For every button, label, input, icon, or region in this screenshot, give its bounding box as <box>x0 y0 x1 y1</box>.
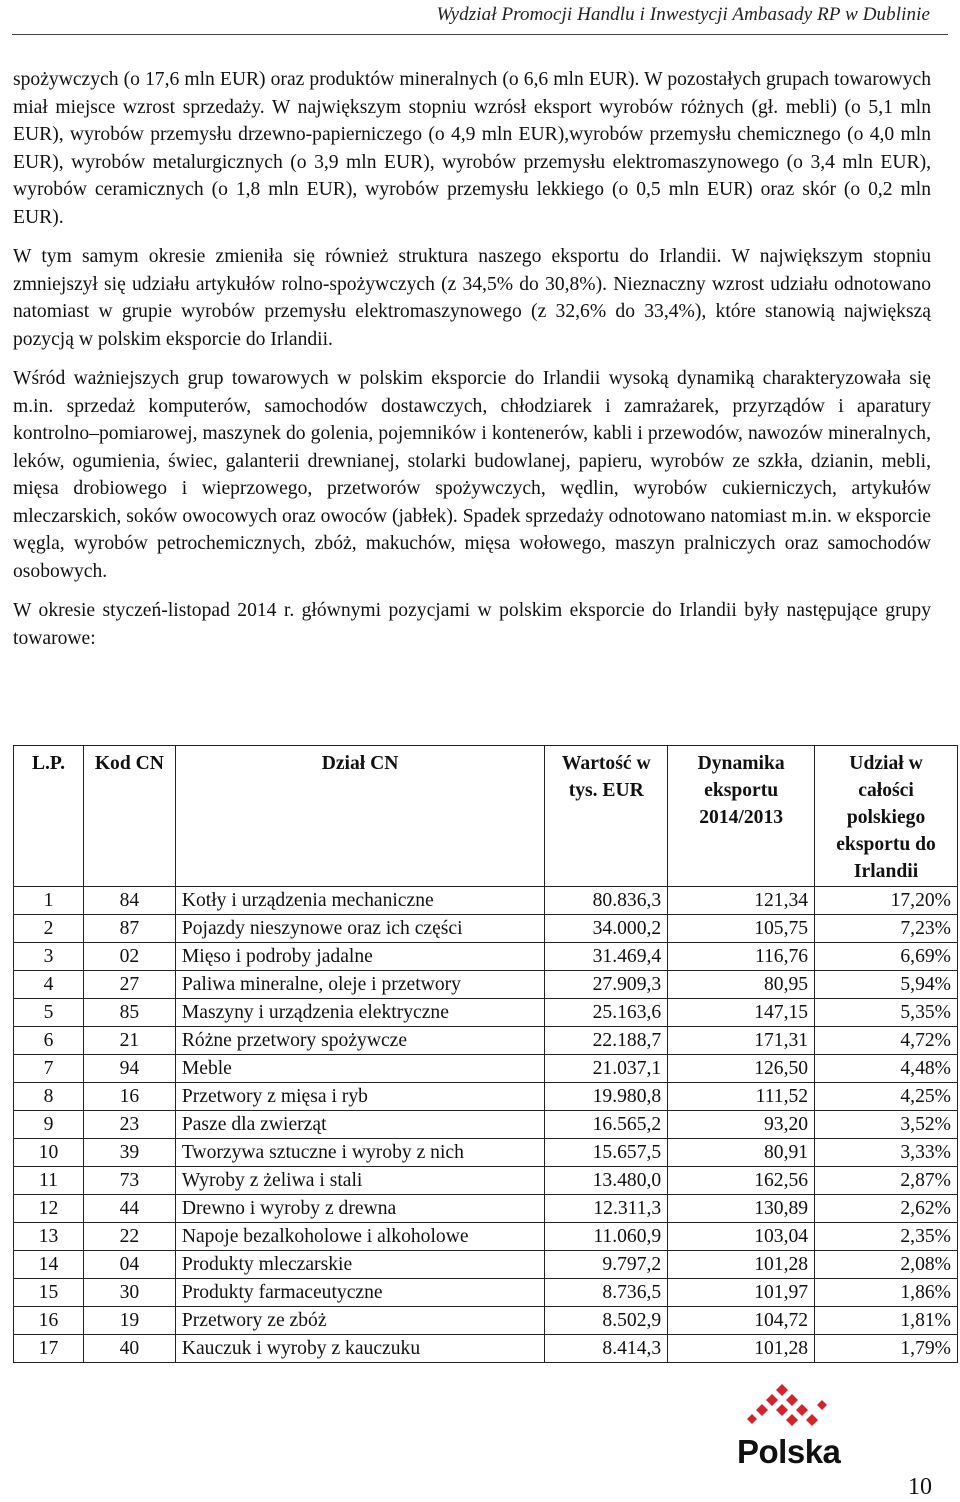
cell-lp: 15 <box>14 1279 84 1307</box>
cell-kod-cn: 19 <box>83 1307 175 1335</box>
header-divider <box>12 34 948 35</box>
cell-dynamika: 103,04 <box>668 1223 815 1251</box>
page-number: 10 <box>908 1474 932 1500</box>
cell-wartosc: 27.909,3 <box>545 971 668 999</box>
cell-udzial: 3,52% <box>815 1111 958 1139</box>
cell-lp: 16 <box>14 1307 84 1335</box>
cell-dynamika: 116,76 <box>668 943 815 971</box>
cell-udzial: 4,72% <box>815 1027 958 1055</box>
cell-kod-cn: 04 <box>83 1251 175 1279</box>
cell-lp: 14 <box>14 1251 84 1279</box>
cell-udzial: 2,35% <box>815 1223 958 1251</box>
table-row <box>14 1167 958 1195</box>
cell-lp: 12 <box>14 1195 84 1223</box>
cell-wartosc: 11.060,9 <box>545 1223 668 1251</box>
cell-kod-cn: 02 <box>83 943 175 971</box>
table-row <box>14 1139 958 1167</box>
paragraph: W tym samym okresie zmieniła się również struktura naszego eksportu do Irlandii. W największym stopniu zmniejszył się udziału artykułów rolno-spożywczych (z 34,5% do 30,8%). Nieznaczny wzrost udziału odnotowano natomiast w grupie wyrobów przemysłu elektromaszynowego (z 32,6% do 33,4%), które stanowią największą pozycją w polskim eksporcie do Irlandii. <box>13 246 931 350</box>
cell-udzial: 4,48% <box>815 1055 958 1083</box>
cell-kod-cn: 44 <box>83 1195 175 1223</box>
cell-udzial: 17,20% <box>815 887 958 915</box>
cell-wartosc: 13.480,0 <box>545 1167 668 1195</box>
cell-lp: 9 <box>14 1111 84 1139</box>
cell-udzial: 5,35% <box>815 999 958 1027</box>
cell-wartosc: 19.980,8 <box>545 1083 668 1111</box>
body-text <box>13 66 931 652</box>
paragraph: Wśród ważniejszych grup towarowych w polskim eksporcie do Irlandii wysoką dynamiką charakteryzowała się m.in. sprzedaż komputerów, samochodów dostawczych, chłodziarek i zamrażarek, przyrządów i aparatury kontrolno–pomiarowej, maszynek do golenia, pojemników i kontenerów, kabli i przewodów, nawozów mineralnych, leków, ogumienia, świec, galanterii drewnianej, stolarki budowlanej, papieru, wyrobów ze szkła, dzianin, mebli, mięsa drobiowego i wieprzowego, przetworów spożywczych, wędlin, wyrobów cukierniczych, artykułów mleczarskich, soków owocowych oraz owoców (jabłek). Spadek sprzedaży odnotowano natomiast m.in. w eksporcie węgla, wyrobów petrochemicznych, zbóż, makuchów, mięsa wołowego, maszyn pralniczych oraz samochodów osobowych. <box>13 368 931 582</box>
cell-lp: 3 <box>14 943 84 971</box>
cell-kod-cn: 87 <box>83 915 175 943</box>
cell-wartosc: 25.163,6 <box>545 999 668 1027</box>
cell-wartosc: 9.797,2 <box>545 1251 668 1279</box>
cell-lp: 4 <box>14 971 84 999</box>
cell-udzial: 6,69% <box>815 943 958 971</box>
cell-dynamika: 162,56 <box>668 1167 815 1195</box>
cell-wartosc: 21.037,1 <box>545 1055 668 1083</box>
cell-kod-cn: 22 <box>83 1223 175 1251</box>
table-row <box>14 915 958 943</box>
polska-logo-text: Polska <box>737 1433 841 1470</box>
table-row <box>14 999 958 1027</box>
cell-dynamika: 101,28 <box>668 1335 815 1363</box>
header-udzial: Udział w całości polskiego eksportu do Irlandii <box>815 746 958 887</box>
cell-lp: 7 <box>14 1055 84 1083</box>
table-row <box>14 943 958 971</box>
cell-dynamika: 80,91 <box>668 1139 815 1167</box>
header-wartosc: Wartość w tys. EUR <box>545 746 668 887</box>
table-row <box>14 971 958 999</box>
cell-kod-cn: 40 <box>83 1335 175 1363</box>
cell-dzial-cn: Przetwory ze zbóż <box>175 1307 544 1335</box>
paragraph: spożywczych (o 17,6 mln EUR) oraz produktów mineralnych (o 6,6 mln EUR). W pozostałych grupach towarowych miał miejsce wzrost sprzedaży. W największym stopniu wzrósł eksport wyrobów różnych (gł. mebli) (o 5,1 mln EUR), wyrobów przemysłu drzewno-papierniczego (o 4,9 mln EUR),wyrobów przemysłu chemicznego (o 4,0 mln EUR), wyrobów metalurgicznych (o 3,9 mln EUR), wyrobów przemysłu elektromaszynowego (o 3,4 mln EUR), wyrobów ceramicznych (o 1,8 mln EUR), wyrobów przemysłu lekkiego (o 0,5 mln EUR) oraz skór (o 0,2 mln EUR). <box>13 69 931 228</box>
cell-dzial-cn: Pasze dla zwierząt <box>175 1111 544 1139</box>
cell-lp: 17 <box>14 1335 84 1363</box>
cell-dzial-cn: Mięso i podroby jadalne <box>175 943 544 971</box>
cell-dzial-cn: Paliwa mineralne, oleje i przetwory <box>175 971 544 999</box>
cell-dynamika: 104,72 <box>668 1307 815 1335</box>
cell-dynamika: 126,50 <box>668 1055 815 1083</box>
cell-dynamika: 111,52 <box>668 1083 815 1111</box>
cell-kod-cn: 21 <box>83 1027 175 1055</box>
cell-dzial-cn: Produkty mleczarskie <box>175 1251 544 1279</box>
cell-lp: 1 <box>14 887 84 915</box>
header-kod-cn: Kod CN <box>83 746 175 887</box>
cell-wartosc: 12.311,3 <box>545 1195 668 1223</box>
cell-dzial-cn: Pojazdy nieszynowe oraz ich części <box>175 915 544 943</box>
cell-udzial: 2,87% <box>815 1167 958 1195</box>
table-row <box>14 887 958 915</box>
cell-dzial-cn: Maszyny i urządzenia elektryczne <box>175 999 544 1027</box>
page-header: Wydział Promocji Handlu i Inwestycji Ambasady RP w Dublinie <box>436 4 930 25</box>
table-row <box>14 1083 958 1111</box>
cell-dzial-cn: Drewno i wyroby z drewna <box>175 1195 544 1223</box>
table-header-row <box>14 746 958 887</box>
cell-dynamika: 130,89 <box>668 1195 815 1223</box>
cell-lp: 11 <box>14 1167 84 1195</box>
cell-udzial: 2,62% <box>815 1195 958 1223</box>
cell-udzial: 3,33% <box>815 1139 958 1167</box>
cell-kod-cn: 85 <box>83 999 175 1027</box>
header-dynamika: Dynamika eksportu 2014/2013 <box>668 746 815 887</box>
cell-wartosc: 31.469,4 <box>545 943 668 971</box>
cell-udzial: 4,25% <box>815 1083 958 1111</box>
cell-udzial: 1,81% <box>815 1307 958 1335</box>
cell-udzial: 7,23% <box>815 915 958 943</box>
table-row <box>14 1055 958 1083</box>
table-row <box>14 1307 958 1335</box>
cell-dynamika: 80,95 <box>668 971 815 999</box>
cell-wartosc: 22.188,7 <box>545 1027 668 1055</box>
cell-dzial-cn: Produkty farmaceutyczne <box>175 1279 544 1307</box>
cell-kod-cn: 23 <box>83 1111 175 1139</box>
cell-wartosc: 8.414,3 <box>545 1335 668 1363</box>
cell-dzial-cn: Kauczuk i wyroby z kauczuku <box>175 1335 544 1363</box>
cell-kod-cn: 27 <box>83 971 175 999</box>
cell-lp: 13 <box>14 1223 84 1251</box>
cell-lp: 6 <box>14 1027 84 1055</box>
cell-dzial-cn: Kotły i urządzenia mechaniczne <box>175 887 544 915</box>
cell-wartosc: 80.836,3 <box>545 887 668 915</box>
cell-wartosc: 15.657,5 <box>545 1139 668 1167</box>
cell-kod-cn: 30 <box>83 1279 175 1307</box>
table-row <box>14 1195 958 1223</box>
cell-dzial-cn: Wyroby z żeliwa i stali <box>175 1167 544 1195</box>
cell-lp: 2 <box>14 915 84 943</box>
cell-dynamika: 171,31 <box>668 1027 815 1055</box>
table-row <box>14 1251 958 1279</box>
cell-dzial-cn: Przetwory z mięsa i ryb <box>175 1083 544 1111</box>
export-table <box>13 745 958 1363</box>
header-dzial-cn: Dział CN <box>175 746 544 887</box>
cell-dynamika: 121,34 <box>668 887 815 915</box>
cell-udzial: 5,94% <box>815 971 958 999</box>
cell-dzial-cn: Napoje bezalkoholowe i alkoholowe <box>175 1223 544 1251</box>
cell-dynamika: 101,97 <box>668 1279 815 1307</box>
cell-kod-cn: 94 <box>83 1055 175 1083</box>
cell-dzial-cn: Różne przetwory spożywcze <box>175 1027 544 1055</box>
cell-udzial: 1,86% <box>815 1279 958 1307</box>
cell-kod-cn: 39 <box>83 1139 175 1167</box>
table-row <box>14 1279 958 1307</box>
cell-dynamika: 105,75 <box>668 915 815 943</box>
cell-dynamika: 147,15 <box>668 999 815 1027</box>
paragraph: W okresie styczeń-listopad 2014 r. głównymi pozycjami w polskim eksporcie do Irlandii były następujące grupy towarowe: <box>13 600 931 649</box>
cell-dynamika: 101,28 <box>668 1251 815 1279</box>
cell-wartosc: 16.565,2 <box>545 1111 668 1139</box>
header-lp: L.P. <box>14 746 84 887</box>
table-row <box>14 1223 958 1251</box>
cell-dzial-cn: Tworzywa sztuczne i wyroby z nich <box>175 1139 544 1167</box>
table-row <box>14 1335 958 1363</box>
cell-wartosc: 34.000,2 <box>545 915 668 943</box>
cell-lp: 10 <box>14 1139 84 1167</box>
table-row <box>14 1111 958 1139</box>
table-row <box>14 1027 958 1055</box>
cell-wartosc: 8.736,5 <box>545 1279 668 1307</box>
cell-udzial: 2,08% <box>815 1251 958 1279</box>
cell-dynamika: 93,20 <box>668 1111 815 1139</box>
cell-kod-cn: 73 <box>83 1167 175 1195</box>
cell-kod-cn: 16 <box>83 1083 175 1111</box>
cell-wartosc: 8.502,9 <box>545 1307 668 1335</box>
cell-udzial: 1,79% <box>815 1335 958 1363</box>
cell-lp: 5 <box>14 999 84 1027</box>
cell-lp: 8 <box>14 1083 84 1111</box>
cell-dzial-cn: Meble <box>175 1055 544 1083</box>
cell-kod-cn: 84 <box>83 887 175 915</box>
